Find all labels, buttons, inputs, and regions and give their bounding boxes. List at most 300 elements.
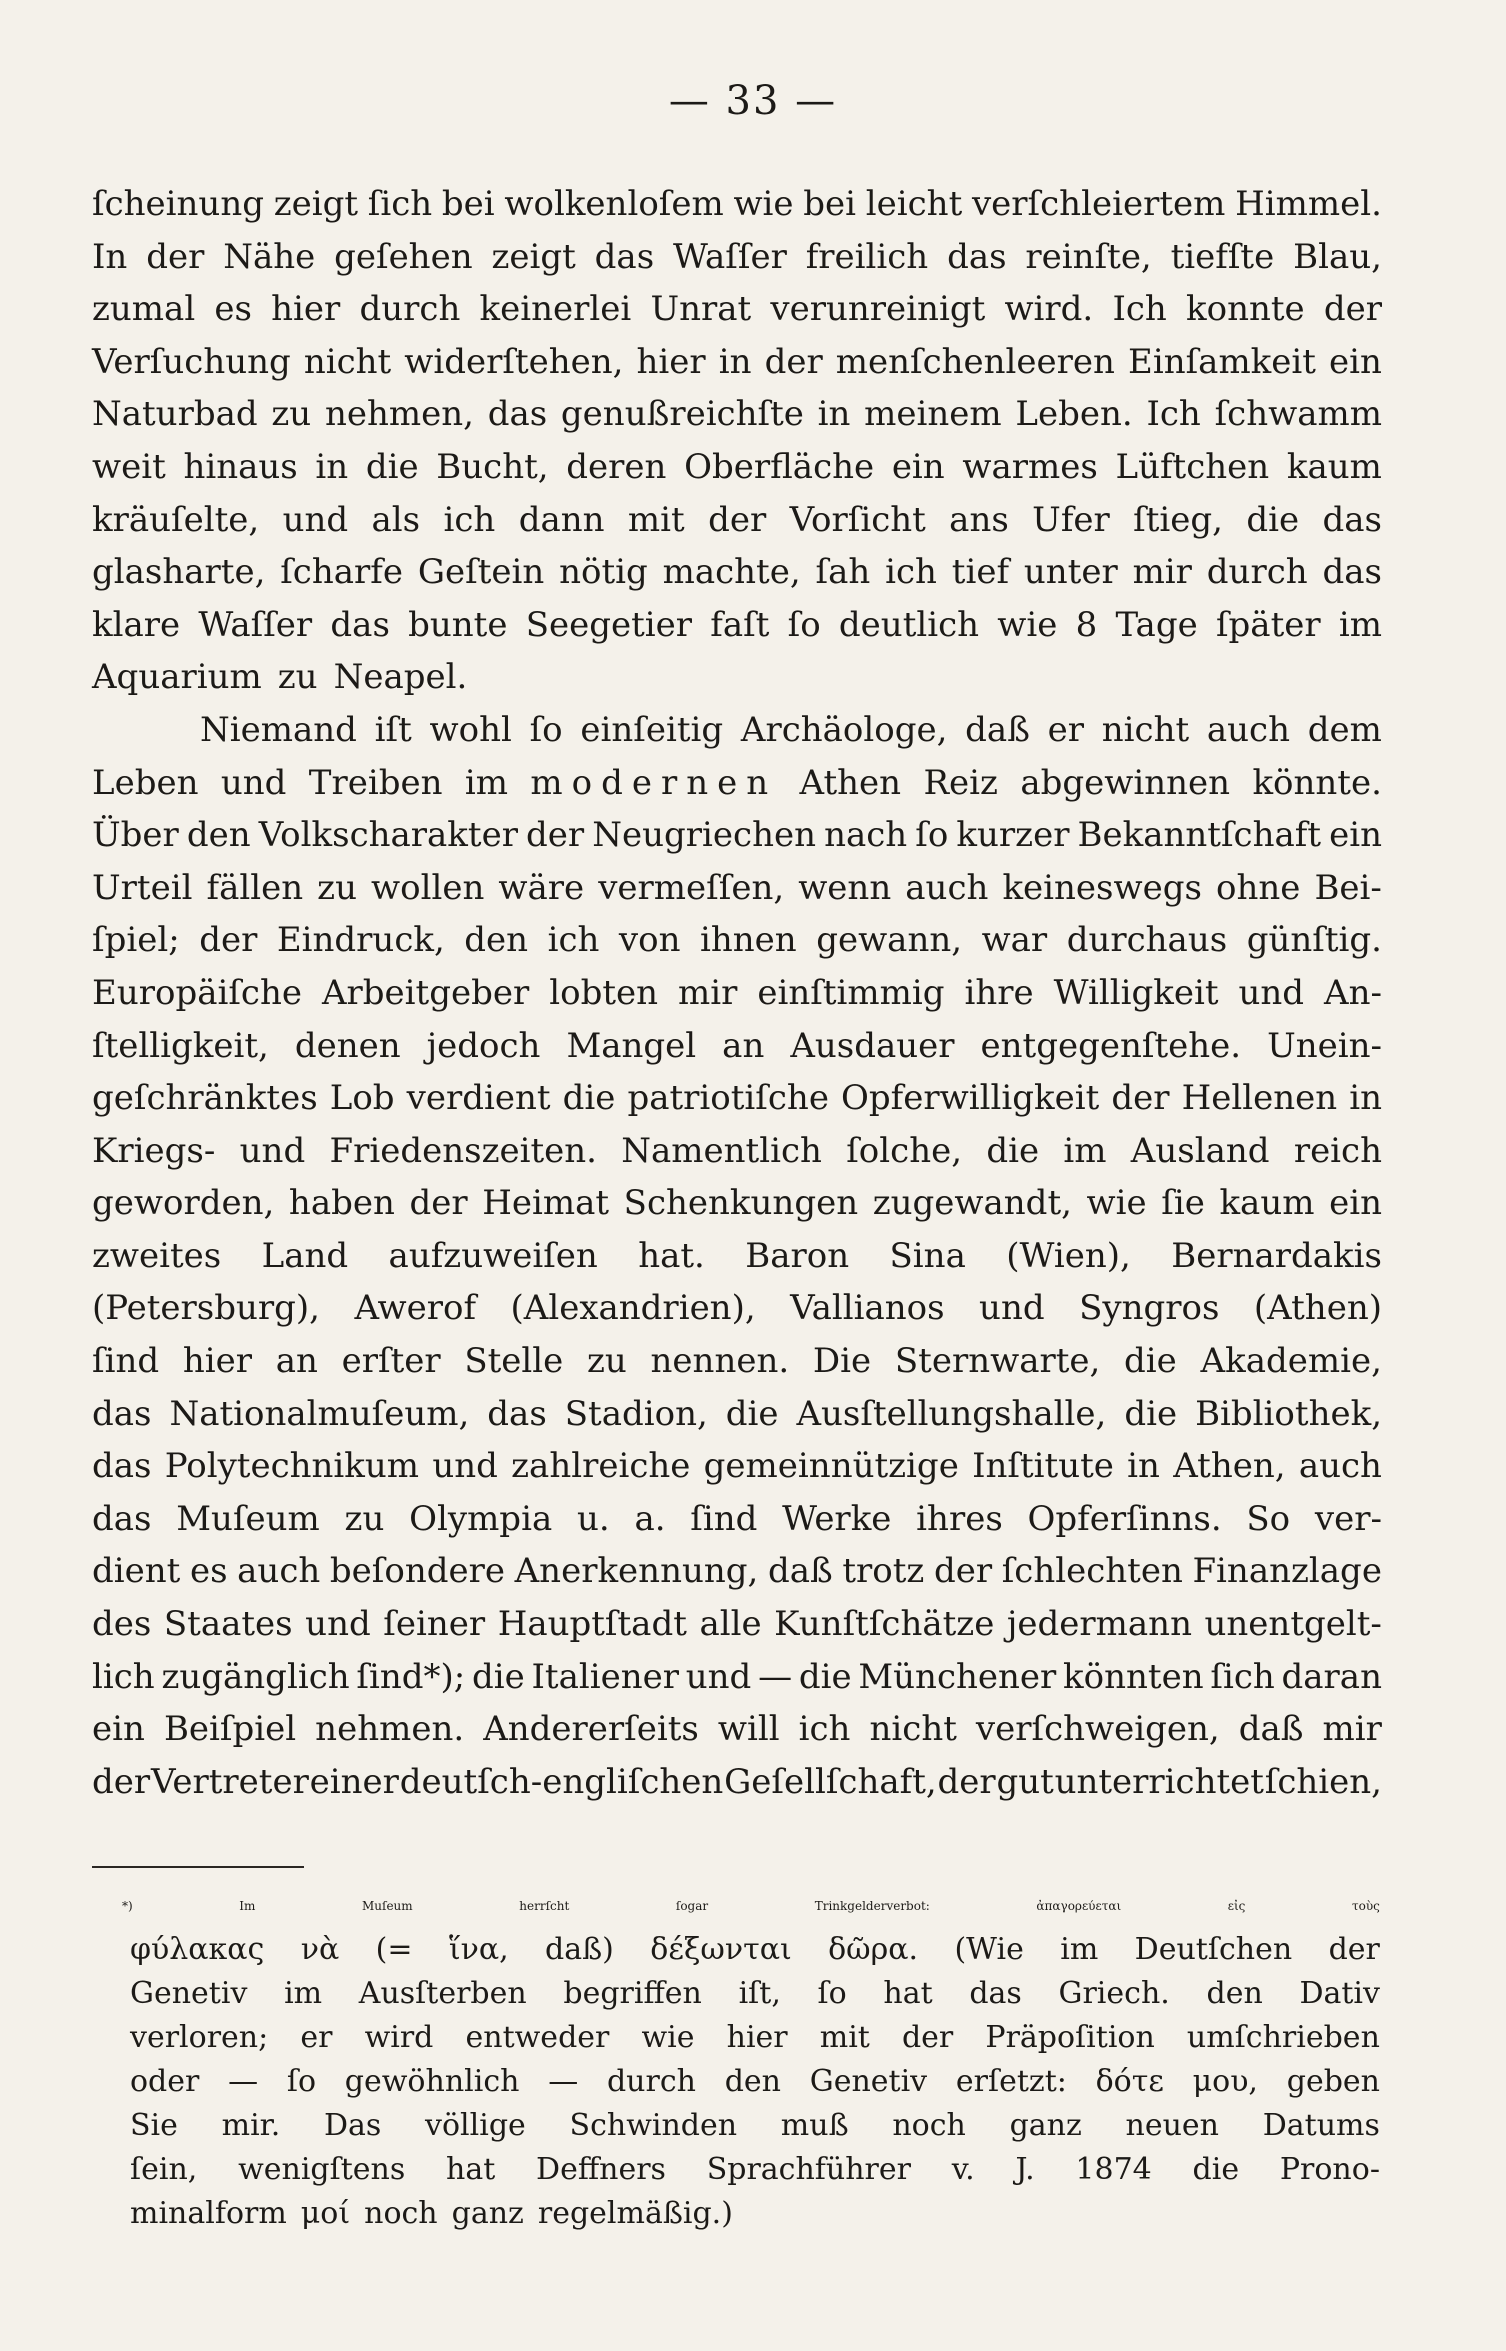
word: im xyxy=(1063,1130,1107,1171)
word: ſchwamm xyxy=(1214,394,1382,435)
word: wenigſtens xyxy=(238,2152,406,2187)
word: in xyxy=(1127,1446,1160,1487)
word: ſo xyxy=(529,709,563,750)
word: leicht xyxy=(865,184,963,224)
word: Genetiv xyxy=(130,1976,248,2011)
word: Opferſinns. xyxy=(1027,1498,1222,1539)
word: ſeiner xyxy=(383,1604,486,1645)
word: faſt xyxy=(710,604,770,645)
word: (Wien), xyxy=(1006,1235,1131,1276)
word: Hellenen xyxy=(1181,1078,1338,1119)
word: Vallianos xyxy=(790,1288,945,1329)
word: Namentlich xyxy=(621,1130,822,1171)
word: Europäiſche xyxy=(92,972,302,1013)
word: Treiben xyxy=(308,762,443,803)
word: daran xyxy=(1281,1656,1382,1697)
word: J. xyxy=(1015,2152,1035,2187)
word: ohne xyxy=(1216,867,1301,908)
word: im xyxy=(284,1976,323,2011)
word: die xyxy=(1124,1341,1177,1382)
word: deren xyxy=(566,446,667,487)
word: ſtieg, xyxy=(1133,499,1223,540)
text-line xyxy=(92,1756,1382,1809)
text-line xyxy=(92,388,1382,441)
word: dient xyxy=(92,1551,181,1592)
text-line xyxy=(92,231,1382,284)
word: hat. xyxy=(638,1235,705,1276)
word: ἵνα, xyxy=(448,1932,509,1967)
word: daß xyxy=(965,709,1030,750)
word: das xyxy=(1322,499,1382,540)
word: zweites xyxy=(92,1235,222,1276)
word: verſchweigen, xyxy=(975,1709,1220,1750)
word: das xyxy=(92,1393,152,1434)
word: ſah xyxy=(815,552,871,593)
text-line xyxy=(92,1493,1382,1546)
word: und xyxy=(432,1446,498,1487)
word: wie xyxy=(1086,1183,1147,1224)
word: neuen xyxy=(1125,2108,1219,2143)
text-line xyxy=(92,704,1382,757)
word: ver- xyxy=(1314,1498,1382,1539)
word: wolkenloſem xyxy=(504,184,724,224)
word: Waſſer xyxy=(673,236,787,277)
word: warmes xyxy=(962,446,1098,487)
word: Italiener xyxy=(531,1656,680,1697)
word: wird. xyxy=(1004,289,1094,330)
word: An- xyxy=(1324,972,1382,1013)
word: des xyxy=(92,1604,152,1645)
word: Werke xyxy=(782,1498,892,1539)
word: die xyxy=(1124,1393,1178,1434)
word: kurzer xyxy=(956,815,1070,856)
word: ſchlechten xyxy=(1001,1551,1183,1592)
word: Staates xyxy=(163,1604,293,1645)
word: in xyxy=(315,446,349,487)
word: zu xyxy=(344,1498,385,1539)
word: deutſch-engliſchen xyxy=(399,1761,724,1802)
word: Lüftchen xyxy=(1115,446,1270,487)
word: fällen xyxy=(206,867,304,908)
word: an xyxy=(275,1341,318,1382)
word: den xyxy=(186,815,251,856)
word: Ausſtellungshalle, xyxy=(796,1393,1107,1434)
word: Sina xyxy=(889,1235,966,1276)
text-line xyxy=(92,599,1382,652)
word: reich xyxy=(1293,1130,1382,1171)
word: daß xyxy=(767,1551,833,1592)
word: und xyxy=(282,499,349,540)
word: Einſamkeit xyxy=(1128,341,1316,382)
word: *) xyxy=(122,1899,133,1913)
word: ein xyxy=(891,446,945,487)
footnote-line xyxy=(122,1884,1380,1928)
word: iſt, xyxy=(738,1976,781,2011)
word: Waſſer xyxy=(198,604,313,645)
word: iſt xyxy=(374,709,412,750)
word: der xyxy=(146,236,205,277)
word: Athen xyxy=(799,762,902,803)
word: bei xyxy=(441,184,495,224)
word: das xyxy=(92,1498,152,1539)
word: das xyxy=(594,236,655,277)
word: ſind*); xyxy=(356,1656,466,1697)
text-line xyxy=(92,651,1382,704)
word: — xyxy=(228,2064,259,2099)
word: Polytechnikum xyxy=(164,1446,420,1487)
word: Griech. xyxy=(1058,1976,1170,2011)
word: wie xyxy=(733,184,794,224)
word: Verſuchung xyxy=(92,341,291,382)
word: nicht xyxy=(303,341,392,382)
word: μοί xyxy=(300,2196,351,2231)
word: ſein, xyxy=(130,2152,198,2187)
word: das xyxy=(947,236,1007,277)
word: der xyxy=(409,1183,468,1224)
word: zu xyxy=(277,657,318,698)
footnote-line xyxy=(130,2060,1380,2104)
word: nennen. xyxy=(650,1341,790,1382)
word: will xyxy=(717,1709,780,1750)
word: gewann, xyxy=(816,920,963,961)
text-line xyxy=(92,1598,1382,1651)
text-line xyxy=(92,914,1382,967)
word: das xyxy=(92,1446,152,1487)
word: dem xyxy=(1307,709,1382,750)
word: ein xyxy=(1329,341,1382,382)
word: ein xyxy=(1329,1183,1382,1224)
word: — xyxy=(758,1656,793,1697)
word: es xyxy=(189,1551,228,1592)
word: Datums xyxy=(1262,2108,1380,2143)
word: Sie xyxy=(130,2108,178,2143)
word: zahlreiche xyxy=(511,1446,691,1487)
word: ſind xyxy=(92,1341,160,1382)
word: der xyxy=(1111,1078,1170,1119)
text-line xyxy=(92,1703,1382,1756)
word: ſchien, xyxy=(1264,1761,1382,1802)
word: geſchränktes xyxy=(92,1078,318,1119)
word: Ich xyxy=(1146,394,1201,435)
word: Ufer xyxy=(1032,499,1110,540)
word: konnte xyxy=(1186,289,1305,330)
word: ein xyxy=(92,1709,145,1750)
word: reinſte, xyxy=(1025,236,1152,277)
word: modernen xyxy=(530,762,778,803)
word: Naturbad xyxy=(92,394,258,435)
word: kaum xyxy=(1219,1183,1315,1224)
word: Leben xyxy=(92,762,199,803)
word: die xyxy=(471,1656,525,1697)
word: v. xyxy=(951,2152,975,2187)
word: Das xyxy=(323,2108,382,2143)
word: Schenkungen xyxy=(623,1183,859,1224)
word: machte, xyxy=(662,552,801,593)
footnote-line xyxy=(130,2104,1380,2148)
word: nehmen. xyxy=(315,1709,465,1750)
word: und xyxy=(685,1656,752,1697)
word: der xyxy=(199,920,258,961)
word: φύλακας xyxy=(130,1932,265,1967)
footnote xyxy=(122,1884,1380,2236)
word: aufzuweiſen xyxy=(388,1235,598,1276)
word: Vertreter xyxy=(150,1761,309,1802)
word: begriffen xyxy=(563,1976,702,2011)
word: wenn xyxy=(798,867,892,908)
word: εἰς xyxy=(1227,1899,1246,1913)
word: im xyxy=(464,762,509,803)
word: ihres xyxy=(916,1498,1003,1539)
text-line xyxy=(92,1545,1382,1598)
word: könnten xyxy=(1063,1656,1204,1697)
word: Prono- xyxy=(1279,2152,1380,2187)
word: keinerlei xyxy=(479,289,632,330)
word: daß xyxy=(1238,1709,1304,1750)
word: minalform xyxy=(130,2196,287,2231)
word: beſondere xyxy=(329,1551,505,1592)
word: daß) xyxy=(545,1932,614,1967)
word: Anerkennung, xyxy=(514,1551,759,1592)
word: unentgelt- xyxy=(1204,1604,1382,1645)
word: weit xyxy=(92,446,166,487)
text-line xyxy=(92,441,1382,494)
word: νὰ xyxy=(300,1932,340,1967)
word: auch xyxy=(905,867,989,908)
word: ſolche, xyxy=(846,1130,963,1171)
word: oder xyxy=(130,2064,200,2099)
text-line xyxy=(92,967,1382,1020)
word: im xyxy=(1060,1932,1099,1967)
word: Volkscharakter xyxy=(258,815,518,856)
word: hat xyxy=(883,1976,933,2011)
word: herrſcht xyxy=(519,1899,570,1913)
word: der xyxy=(708,499,767,540)
word: Deutſchen xyxy=(1134,1932,1293,1967)
word: durch xyxy=(1206,552,1308,593)
word: wie xyxy=(641,2020,695,2055)
word: 8 xyxy=(1075,604,1098,645)
word: an xyxy=(722,1025,765,1066)
word: tiefſte xyxy=(1170,236,1275,277)
word: in xyxy=(718,341,752,382)
word: war xyxy=(981,920,1048,961)
word: durch xyxy=(606,2064,696,2099)
word: hier xyxy=(182,1341,252,1382)
word: Eindruck, xyxy=(276,920,445,961)
word: Olympia xyxy=(409,1498,553,1539)
word: wohl xyxy=(429,709,512,750)
text-line xyxy=(92,336,1382,389)
word: δότε xyxy=(1095,2064,1164,2099)
word: menſchenleeren xyxy=(835,341,1115,382)
word: zu xyxy=(317,867,357,908)
word: und xyxy=(305,1604,371,1645)
word: Bernardakis xyxy=(1171,1235,1382,1276)
word: die xyxy=(725,1393,779,1434)
word: ganz xyxy=(451,2196,524,2231)
word: zeigt xyxy=(491,236,576,277)
word: den xyxy=(1206,1976,1263,2011)
word: erſter xyxy=(341,1341,441,1382)
word: zu xyxy=(587,1341,627,1382)
word: bei xyxy=(803,184,857,224)
word: Bei- xyxy=(1314,867,1382,908)
word: den xyxy=(464,920,529,961)
word: kaum xyxy=(1286,446,1382,487)
word: Seegetier xyxy=(525,604,693,645)
word: im xyxy=(1338,604,1382,645)
footnote-line xyxy=(130,2192,1380,2236)
word: hier xyxy=(636,341,706,382)
word: Willigkeit xyxy=(1053,972,1219,1013)
word: jedermann xyxy=(1006,1604,1192,1645)
word: Andererſeits xyxy=(483,1709,699,1750)
main-text xyxy=(92,178,1382,1808)
word: Bucht, xyxy=(436,446,549,487)
word: Im xyxy=(239,1899,256,1913)
word: das xyxy=(969,1976,1022,2011)
word: Ausſterben xyxy=(358,1976,527,2011)
word: die xyxy=(1192,2152,1240,2187)
word: hier xyxy=(271,289,341,330)
word: Baron xyxy=(745,1235,850,1276)
word: So xyxy=(1246,1498,1291,1539)
word: zu xyxy=(271,394,312,435)
word: tief xyxy=(951,552,1010,593)
word: genußreichſte xyxy=(560,394,804,435)
text-line xyxy=(92,494,1382,547)
word: auch xyxy=(1298,1446,1382,1487)
word: Neapel. xyxy=(333,657,468,698)
word: und xyxy=(979,1288,1045,1329)
word: mir xyxy=(1132,552,1192,593)
word: klare xyxy=(92,604,181,645)
word: er xyxy=(300,2020,333,2055)
word: der xyxy=(937,1761,996,1802)
word: mir. xyxy=(221,2108,281,2143)
word: ſcheinung xyxy=(92,184,264,224)
word: geſehen xyxy=(334,236,473,277)
word: ganz xyxy=(1009,2108,1082,2143)
word: Über xyxy=(92,815,179,856)
word: geworden, xyxy=(92,1183,275,1224)
word: noch xyxy=(364,2196,438,2231)
word: die xyxy=(1246,499,1300,540)
word: die xyxy=(562,1078,616,1119)
text-line xyxy=(92,1282,1382,1335)
word: unterrichtet xyxy=(1054,1761,1264,1802)
word: verloren; xyxy=(130,2020,269,2055)
word: δέξωνται xyxy=(650,1932,792,1967)
word: ihnen xyxy=(700,920,797,961)
word: Genetiv xyxy=(809,2064,928,2099)
word: hinaus xyxy=(183,446,298,487)
word: Nähe xyxy=(223,236,316,277)
text-line xyxy=(92,1125,1382,1178)
word: Leben. xyxy=(1015,394,1133,435)
word: unter xyxy=(1023,552,1118,593)
word: μου, xyxy=(1192,2064,1258,2099)
word: ich xyxy=(547,920,600,961)
word: Unein- xyxy=(1267,1025,1382,1066)
word: Stadion, xyxy=(564,1393,708,1434)
text-line xyxy=(92,1072,1382,1125)
word: die xyxy=(986,1130,1040,1171)
word: der xyxy=(764,341,823,382)
word: Ausland xyxy=(1130,1130,1270,1171)
word: der xyxy=(1328,1932,1380,1967)
word: als xyxy=(371,499,421,540)
word: lobten xyxy=(549,972,659,1013)
word: kräuſelte, xyxy=(92,499,260,540)
word: jedoch xyxy=(426,1025,541,1066)
word: (Athen) xyxy=(1253,1288,1382,1329)
word: Athen, xyxy=(1173,1446,1286,1487)
word: Münchener xyxy=(858,1656,1057,1697)
word: ἀπαγορεύεται xyxy=(1036,1899,1122,1913)
word: durch xyxy=(359,289,461,330)
word: Unrat xyxy=(650,289,752,330)
word: nicht xyxy=(869,1709,957,1750)
text-line xyxy=(92,546,1382,599)
word: die xyxy=(365,446,419,487)
text-line xyxy=(92,1388,1382,1441)
word: und xyxy=(239,1130,306,1171)
footnote-line xyxy=(130,1972,1380,2016)
footnote-line xyxy=(130,1928,1380,1972)
word: der xyxy=(1323,289,1382,330)
word: Finanzlage xyxy=(1192,1551,1382,1592)
word: haben xyxy=(288,1183,395,1224)
word: Bibliothek, xyxy=(1195,1393,1382,1434)
word: Beiſpiel xyxy=(163,1709,297,1750)
text-line xyxy=(92,1020,1382,1073)
word: Syngros xyxy=(1079,1288,1220,1329)
word: ich xyxy=(798,1709,851,1750)
word: keineswegs xyxy=(1002,867,1202,908)
word: der xyxy=(933,1551,993,1592)
word: Urteil xyxy=(92,867,193,908)
word: verdient xyxy=(406,1078,551,1119)
word: günſtig. xyxy=(1246,920,1382,961)
word: Sprachführer xyxy=(706,2152,911,2187)
word: dann xyxy=(518,499,605,540)
word: hat xyxy=(446,2152,496,2187)
footnote-line xyxy=(130,2016,1380,2060)
word: Stelle xyxy=(464,1341,564,1382)
word: ich xyxy=(885,552,937,593)
word: einſtimmig xyxy=(757,972,945,1013)
word: verſchleiertem xyxy=(971,184,1226,224)
word: ſich xyxy=(367,184,433,224)
word: Muſeum xyxy=(362,1899,413,1913)
word: Niemand xyxy=(200,709,357,750)
word: entweder xyxy=(465,2020,610,2055)
text-line xyxy=(92,178,1382,231)
word: Awerof xyxy=(354,1288,477,1329)
word: vermeſſen, xyxy=(598,867,785,908)
word: ſogar xyxy=(675,1899,709,1913)
word: nötig xyxy=(559,552,648,593)
word: Neugriechen xyxy=(592,815,816,856)
word: zugewandt, xyxy=(872,1183,1072,1224)
word: (Petersburg), xyxy=(92,1288,320,1329)
word: ſo xyxy=(787,604,821,645)
word: muß xyxy=(780,2108,849,2143)
word: τοὺς xyxy=(1352,1899,1380,1913)
word: Reiz xyxy=(923,762,998,803)
word: widerſtehen, xyxy=(404,341,624,382)
